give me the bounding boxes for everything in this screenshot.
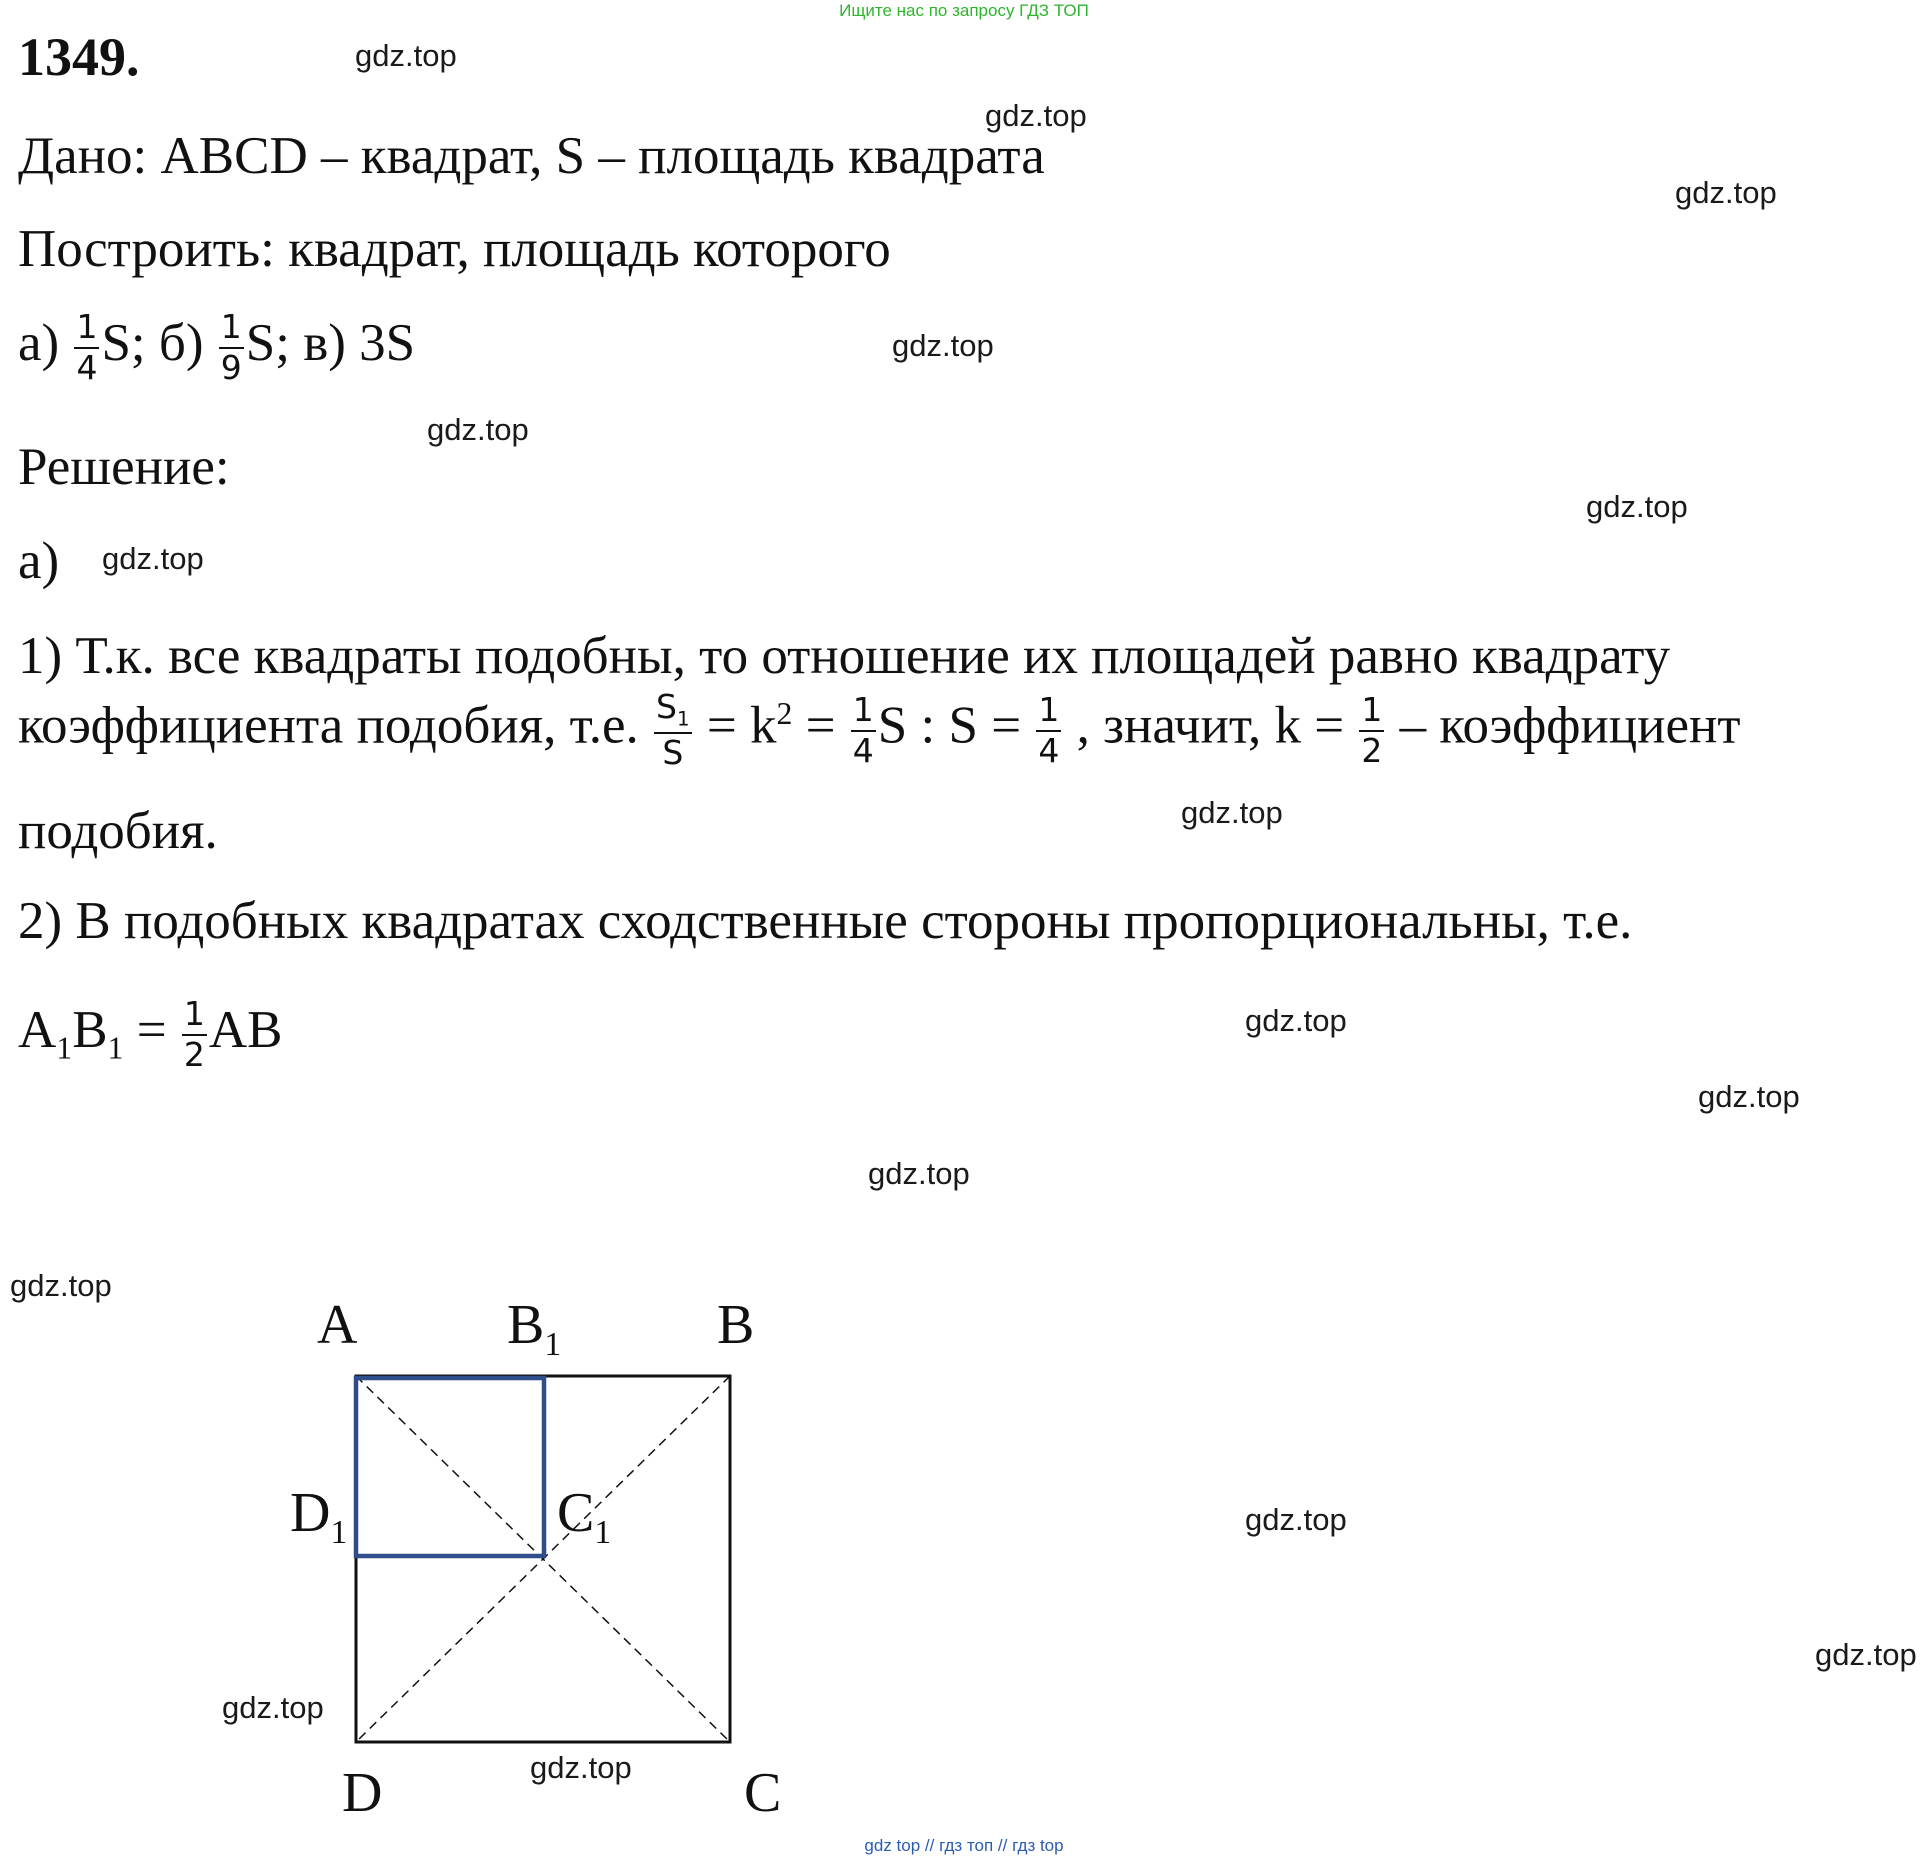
fraction-den: 2 xyxy=(1361,730,1383,770)
watermark: gdz.top xyxy=(102,541,204,576)
watermark: gdz.top xyxy=(10,1268,112,1303)
watermark: gdz.top xyxy=(530,1750,632,1785)
a1-sub: 1 xyxy=(56,1030,73,1066)
fraction-den: 4 xyxy=(1038,730,1060,770)
watermark: gdz.top xyxy=(1675,175,1777,210)
label-letter: B xyxy=(507,1294,545,1356)
label-sub: 1 xyxy=(330,1514,348,1552)
fraction-num: 1 xyxy=(1036,693,1061,732)
options-line xyxy=(18,307,416,387)
watermark: gdz.top xyxy=(892,328,994,363)
equals: = xyxy=(805,696,836,755)
step1-so: , значит, k = xyxy=(1076,696,1345,755)
watermark: gdz.top xyxy=(1181,795,1283,830)
fraction-half xyxy=(182,994,207,1074)
step1-tail: – коэффициент xyxy=(1399,696,1741,755)
fraction-den: 2 xyxy=(183,1034,205,1074)
fraction-one-ninth xyxy=(219,307,244,387)
fraction-den: 9 xyxy=(220,347,242,387)
top-banner: Ищите нас по запросу ГДЗ ТОП xyxy=(839,1,1089,20)
watermark: gdz.top xyxy=(1815,1637,1917,1672)
bottom-banner: gdz top // гдз топ // гдз top xyxy=(864,1836,1064,1855)
fraction-num: 1 xyxy=(182,997,207,1036)
watermark: gdz.top xyxy=(427,412,529,447)
watermark: gdz.top xyxy=(985,98,1087,133)
label-sub: 1 xyxy=(594,1514,612,1552)
ratio-num-sub: 1 xyxy=(677,707,690,731)
watermark: gdz.top xyxy=(1245,1502,1347,1537)
fraction-den: S xyxy=(662,733,684,773)
fraction-one-quarter xyxy=(74,307,99,387)
solution-heading: Решение: xyxy=(18,438,230,496)
fraction-quarter-s xyxy=(851,689,876,770)
b1-sub: 1 xyxy=(107,1030,124,1066)
fraction-den: 4 xyxy=(852,730,874,770)
fraction-num: 1 xyxy=(1359,693,1384,732)
problem-number: 1349. xyxy=(18,27,140,87)
part-a-label: а) xyxy=(18,532,60,590)
label-C: C xyxy=(744,1762,782,1824)
label-D: D xyxy=(342,1762,383,1824)
option-a-label: а) xyxy=(18,313,60,372)
label-C1 xyxy=(557,1481,611,1552)
label-D1 xyxy=(290,1481,347,1552)
fraction-den: 4 xyxy=(76,347,98,387)
square-figure xyxy=(340,1360,760,1760)
k-power: 2 xyxy=(776,696,793,732)
ratio-num-letter: S xyxy=(656,687,677,726)
step1-line3: подобия. xyxy=(18,802,218,860)
watermark: gdz.top xyxy=(355,38,457,73)
label-letter: D xyxy=(290,1482,331,1544)
step2-line1: 2) В подобных квадратах сходственные стороны пропорциональны, т.е. xyxy=(18,892,1633,950)
label-sub: 1 xyxy=(544,1326,562,1364)
eq-k: = k xyxy=(706,696,777,755)
given-line: Дано: ABCD – квадрат, S – площадь квадрата xyxy=(18,127,1045,185)
fraction-num: 1 xyxy=(74,310,99,349)
fraction-num: 1 xyxy=(219,310,244,349)
b1-letter: B xyxy=(72,1000,108,1059)
fraction-area-ratio xyxy=(654,687,692,773)
step1-mid: S : S = xyxy=(877,696,1022,755)
step1-line1: 1) Т.к. все квадраты подобны, то отношение их площадей равно квадрату xyxy=(18,627,1671,685)
label-B1 xyxy=(507,1293,561,1364)
label-A: A xyxy=(317,1294,358,1356)
watermark: gdz.top xyxy=(1586,489,1688,524)
fraction-k xyxy=(1359,689,1384,770)
watermark: gdz.top xyxy=(1245,1003,1347,1038)
equals: = xyxy=(136,1000,167,1059)
fraction-result xyxy=(1036,689,1061,770)
option-b-tail: S; в) 3S xyxy=(245,313,416,372)
construct-line: Построить: квадрат, площадь которого xyxy=(18,220,891,278)
watermark: gdz.top xyxy=(868,1156,970,1191)
option-a-tail: S; б) xyxy=(101,313,204,372)
step1-line2 xyxy=(18,687,1741,773)
a1-letter: A xyxy=(18,1000,57,1059)
label-B: B xyxy=(717,1294,755,1356)
step1-text: коэффициента подобия, т.е. xyxy=(18,696,639,755)
step2-formula xyxy=(18,994,283,1074)
inner-square xyxy=(356,1378,544,1556)
label-letter: C xyxy=(557,1482,595,1544)
ab-text: AB xyxy=(208,1000,283,1059)
fraction-num xyxy=(654,687,692,734)
watermark: gdz.top xyxy=(1698,1079,1800,1114)
fraction-num: 1 xyxy=(851,693,876,732)
watermark: gdz.top xyxy=(222,1690,324,1725)
